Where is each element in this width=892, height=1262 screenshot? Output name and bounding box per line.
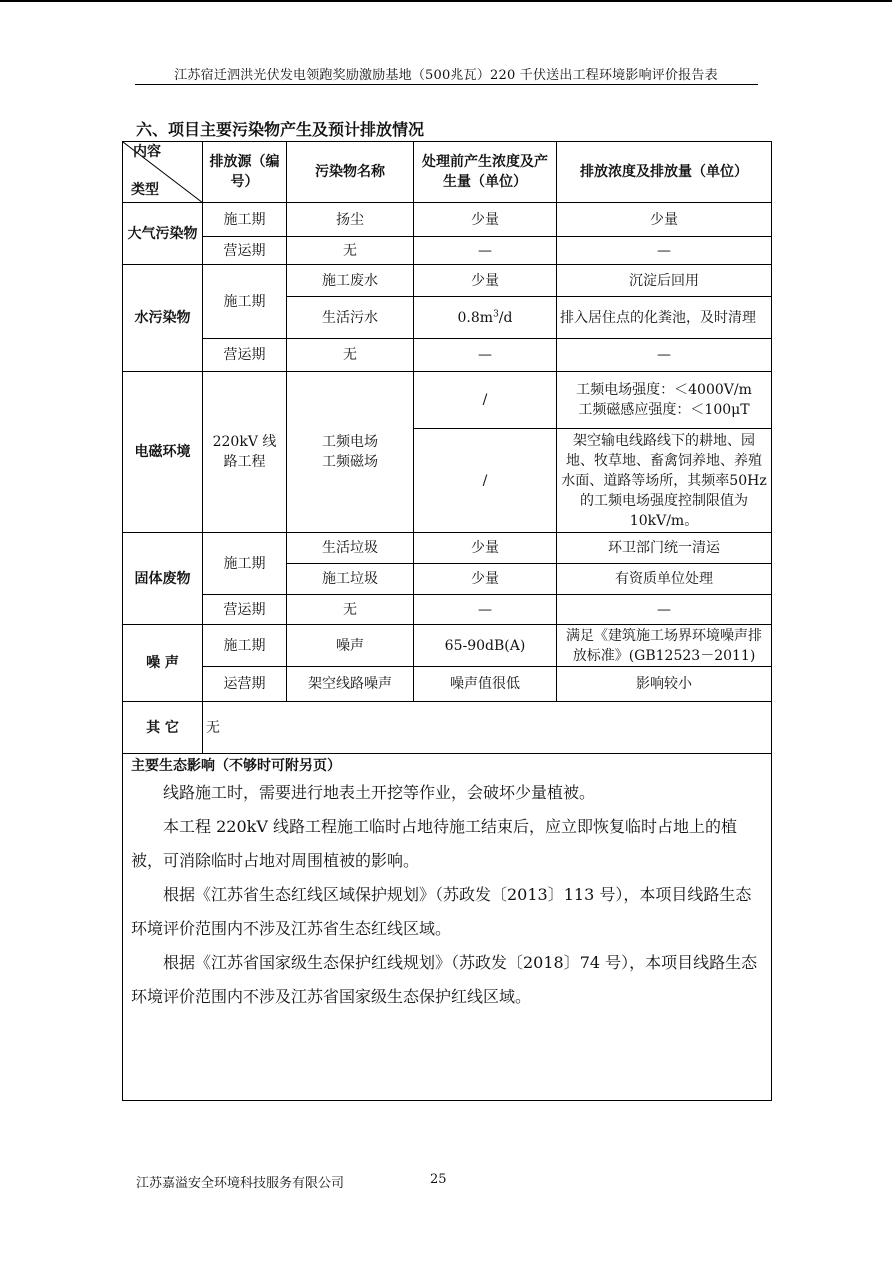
type-noise: 噪 声 [123, 625, 203, 702]
cell-after: 影响较小 [557, 667, 772, 702]
value-superscript: 3 [493, 308, 499, 319]
after-line: 工频磁感应强度：＜100μT [578, 402, 750, 418]
table-row [123, 702, 772, 754]
eco-cell [123, 754, 772, 1101]
cell-after: 排入居住点的化粪池，及时清理 [557, 297, 772, 339]
type-water: 水污染物 [123, 265, 203, 372]
cell-before: / [414, 429, 557, 533]
table-row [123, 203, 772, 237]
cell-before: / [414, 372, 557, 429]
cell-after: 环卫部门统一清运 [557, 533, 772, 564]
pollutant-table [122, 141, 772, 1101]
cell-after: 架空输电线路线下的耕地、园地、牧草地、畜禽饲养地、养殖水面、道路等场所，其频率50Hz的工频电场强度控制限值为10kV/m。 [557, 429, 772, 533]
cell-before [414, 297, 557, 339]
cell-name: 架空线路噪声 [287, 667, 414, 702]
page-header-title: 江苏宿迁泗洪光伏发电领跑奖励激励基地（500兆瓦）220 千伏送出工程环境影响评价报告表 [174, 68, 718, 83]
type-other: 其 它 [123, 702, 203, 754]
footer-page-number: 25 [430, 1172, 447, 1187]
eco-paragraph: 本工程 220kV 线路工程施工临时占地待施工结束后，应立即恢复临时占地上的植被，可消除临时占地对周围植被的影响。 [131, 817, 737, 870]
corner-top-label: 内容 [133, 144, 161, 160]
cell-phase: 运营期 [203, 667, 287, 702]
after-line: 工频电场强度：＜4000V/m [576, 382, 752, 398]
name-line: 工频电场 [322, 434, 378, 450]
cell-phase: 施工期 [203, 203, 287, 237]
header-rule [135, 84, 758, 85]
cell-after [557, 372, 772, 429]
cell-name: 无 [287, 595, 414, 625]
cell-phase: 施工期 [203, 265, 287, 339]
table-row [123, 372, 772, 429]
section-title: 六、项目主要污染物产生及预计排放情况 [136, 120, 425, 139]
cell-before: 少量 [414, 533, 557, 564]
cell-after: — [557, 237, 772, 265]
cell-after: 少量 [557, 203, 772, 237]
cell-after: 有资质单位处理 [557, 564, 772, 595]
corner-bottom-label: 类型 [131, 182, 159, 198]
cell-other-value: 无 [203, 702, 772, 754]
table-row [123, 339, 772, 372]
cell-before: 少量 [414, 203, 557, 237]
cell-name: 无 [287, 237, 414, 265]
table-row [123, 667, 772, 702]
cell-name [287, 372, 414, 533]
value-number: 0.8m [457, 309, 494, 326]
eco-row [123, 754, 772, 1101]
cell-before: — [414, 339, 557, 372]
corner-cell [123, 142, 203, 203]
cell-name: 无 [287, 339, 414, 372]
header-after: 排放浓度及排放量（单位） [557, 142, 772, 203]
type-em: 电磁环境 [123, 372, 203, 533]
table-header-row [123, 142, 772, 203]
footer-company: 江苏嘉溢安全环境科技服务有限公司 [136, 1176, 345, 1191]
cell-before: 少量 [414, 564, 557, 595]
eco-title: 主要生态影响（不够时可附另页） [131, 758, 341, 774]
type-air: 大气污染物 [123, 203, 203, 265]
cell-name: 噪声 [287, 625, 414, 667]
header-source: 排放源（编号） [203, 142, 287, 203]
top-border-line [0, 0, 892, 2]
cell-name: 生活垃圾 [287, 533, 414, 564]
cell-before: 噪声值很低 [414, 667, 557, 702]
table-row [123, 237, 772, 265]
eco-paragraph: 根据《江苏省生态红线区域保护规划》（苏政发〔2013〕113 号），本项目线路生态环境评价范围内不涉及江苏省生态红线区域。 [131, 885, 752, 938]
cell-after: — [557, 595, 772, 625]
header-before: 处理前产生浓度及产生量（单位） [414, 142, 557, 203]
cell-phase: 营运期 [203, 339, 287, 372]
cell-after: 满足《建筑施工场界环境噪声排放标准》(GB12523－2011) [557, 625, 772, 667]
type-solid: 固体废物 [123, 533, 203, 625]
name-line: 工频磁场 [322, 454, 378, 470]
cell-name: 施工垃圾 [287, 564, 414, 595]
cell-before: — [414, 237, 557, 265]
cell-phase: 施工期 [203, 625, 287, 667]
eco-paragraph: 线路施工时，需要进行地表土开挖等作业，会破坏少量植被。 [163, 783, 596, 802]
cell-name: 生活污水 [287, 297, 414, 339]
cell-name: 扬尘 [287, 203, 414, 237]
cell-before: — [414, 595, 557, 625]
eco-paragraph: 根据《江苏省国家级生态保护红线规划》（苏政发〔2018〕74 号），本项目线路生态环境评价范围内不涉及江苏省国家级生态保护红线区域。 [131, 953, 758, 1006]
cell-phase: 营运期 [203, 595, 287, 625]
header-pollutant: 污染物名称 [287, 142, 414, 203]
table-row [123, 625, 772, 667]
value-unit: /d [498, 309, 513, 326]
cell-source: 220kV 线路工程 [203, 372, 287, 533]
cell-after: — [557, 339, 772, 372]
cell-before: 65-90dB(A) [414, 625, 557, 667]
cell-after: 沉淀后回用 [557, 265, 772, 297]
table-row [123, 265, 772, 297]
cell-phase: 施工期 [203, 533, 287, 595]
cell-before: 少量 [414, 265, 557, 297]
cell-phase: 营运期 [203, 237, 287, 265]
table-row [123, 533, 772, 564]
cell-name: 施工废水 [287, 265, 414, 297]
table-row [123, 595, 772, 625]
